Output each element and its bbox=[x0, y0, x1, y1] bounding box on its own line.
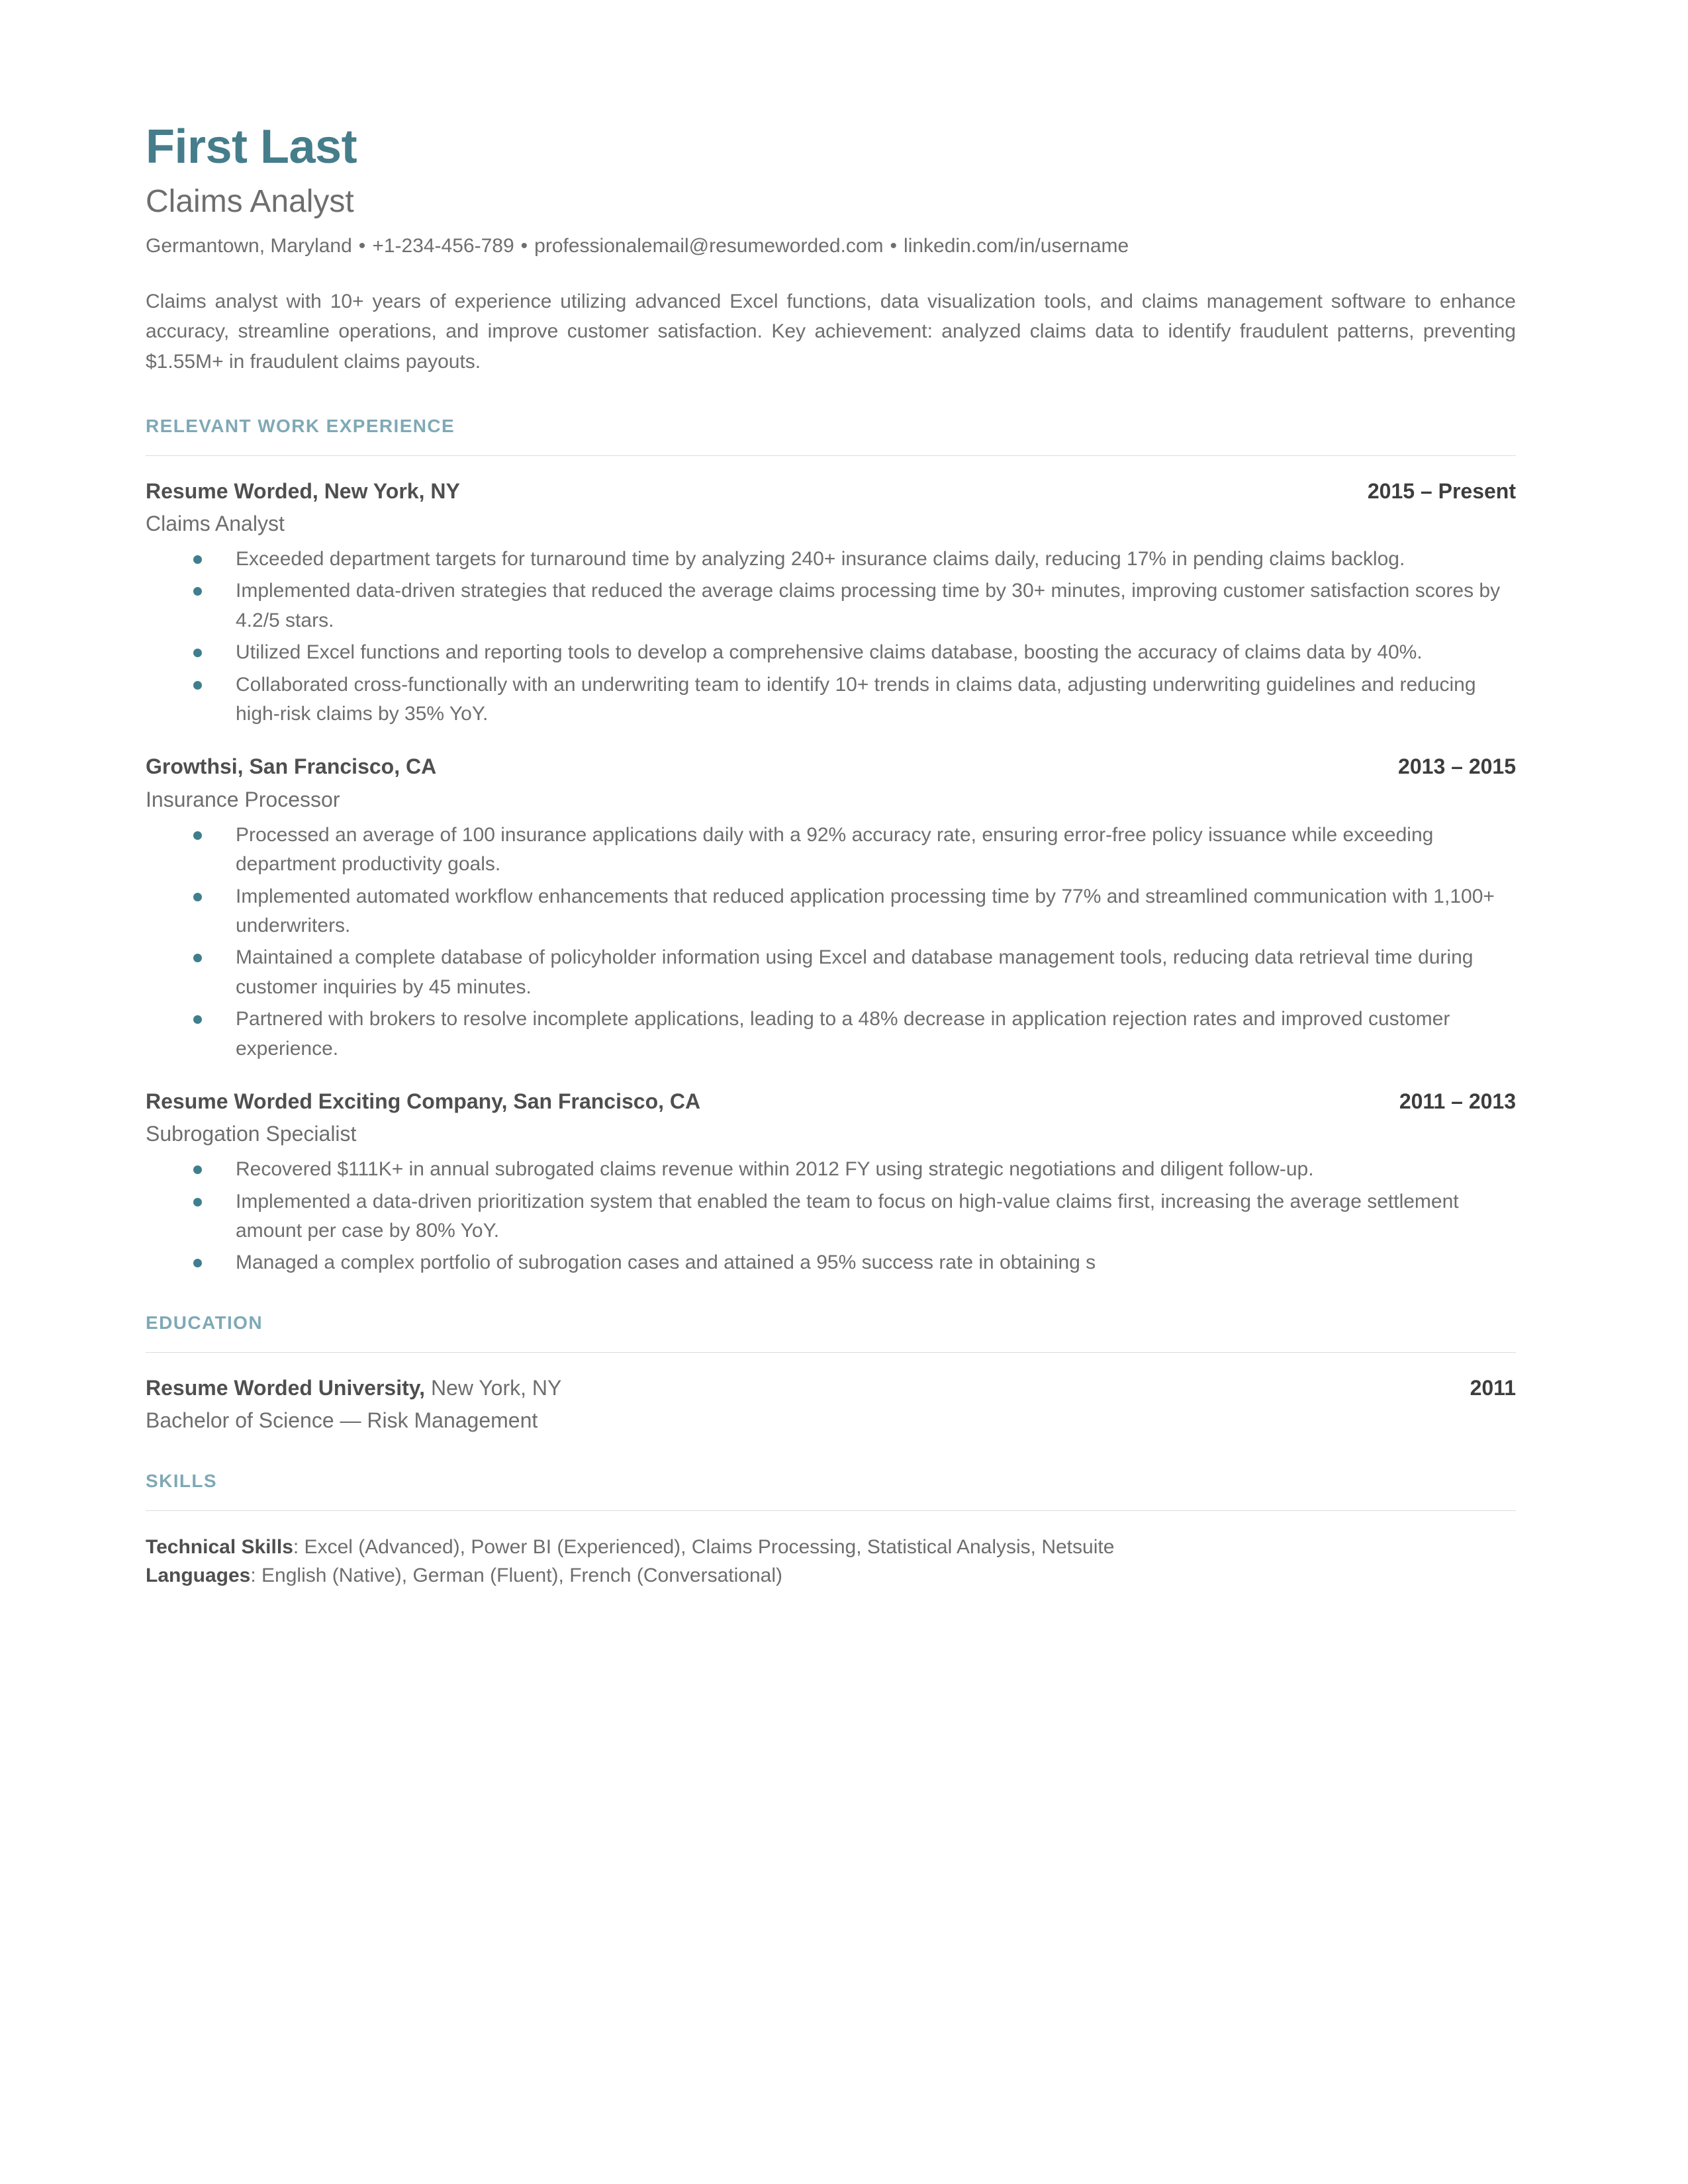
skills-languages-value: : English (Native), German (Fluent), French (Conversational) bbox=[250, 1564, 782, 1586]
bullet-text: Recovered $111K+ in annual subrogated claims revenue within 2012 FY using strategic negotiations and diligent follow-up. bbox=[236, 1158, 1314, 1181]
skills-technical-line bbox=[146, 1533, 1516, 1562]
experience-bullet bbox=[193, 1187, 1516, 1246]
contact-line bbox=[146, 234, 1516, 259]
experience-entry-header bbox=[146, 1089, 1516, 1114]
experience-entry bbox=[146, 1089, 1516, 1278]
experience-bullet-list bbox=[146, 1155, 1516, 1278]
bullet-dot-icon bbox=[193, 1259, 202, 1267]
section-divider-education bbox=[146, 1352, 1516, 1353]
section-heading-experience: RELEVANT WORK EXPERIENCE bbox=[146, 415, 455, 436]
contact-location: Germantown, Maryland bbox=[146, 235, 352, 257]
contact-separator-1: • bbox=[358, 235, 366, 257]
experience-bullet bbox=[193, 1248, 1516, 1277]
education-degree: Bachelor of Science — Risk Management bbox=[146, 1408, 538, 1433]
skills-technical-value: : Excel (Advanced), Power BI (Experienced), Claims Processing, Statistical Analysis, Netsuite bbox=[293, 1536, 1115, 1559]
experience-bullet bbox=[193, 1005, 1516, 1064]
bullet-dot-icon bbox=[193, 1015, 202, 1024]
experience-entry bbox=[146, 478, 1516, 729]
skills-languages-line bbox=[146, 1562, 1516, 1590]
experience-bullet bbox=[193, 576, 1516, 635]
education-school bbox=[146, 1375, 561, 1400]
candidate-name: First Last bbox=[146, 120, 357, 173]
bullet-dot-icon bbox=[193, 681, 202, 690]
bullet-text: Managed a complex portfolio of subrogation cases and attained a 95% success rate in obtaining s bbox=[236, 1251, 1096, 1274]
experience-role: Claims Analyst bbox=[146, 512, 285, 536]
experience-company: Growthsi, San Francisco, CA bbox=[146, 754, 437, 779]
bullet-text: Implemented a data-driven prioritization system that enabled the team to focus on high-value claims first, increasing the average settlement amount per case by 80% YoY. bbox=[236, 1190, 1459, 1242]
bullet-text: Processed an average of 100 insurance applications daily with a 92% accuracy rate, ensuring error-free policy issuance while exceeding department productivity goals. bbox=[236, 823, 1434, 876]
experience-entry-header bbox=[146, 478, 1516, 504]
bullet-dot-icon bbox=[193, 831, 202, 840]
bullet-dot-icon bbox=[193, 893, 202, 901]
experience-bullet bbox=[193, 1155, 1516, 1184]
skills-section bbox=[146, 1471, 1516, 1590]
bullet-dot-icon bbox=[193, 1165, 202, 1174]
bullet-text: Partnered with brokers to resolve incomplete applications, leading to a 48% decrease in application rejection rates and improved customer experience. bbox=[236, 1008, 1450, 1060]
education-section bbox=[146, 1312, 1516, 1433]
experience-company: Resume Worded, New York, NY bbox=[146, 478, 460, 503]
bullet-text: Exceeded department targets for turnaround time by analyzing 240+ insurance claims daily, reducing 17% in pending claims backlog. bbox=[236, 548, 1405, 570]
experience-role: Subrogation Specialist bbox=[146, 1122, 357, 1146]
bullet-dot-icon bbox=[193, 954, 202, 962]
contact-email[interactable]: professionalemail@resumeworded.com bbox=[534, 235, 884, 257]
bullet-dot-icon bbox=[193, 587, 202, 596]
experience-entry bbox=[146, 754, 1516, 1064]
education-year: 2011 bbox=[1470, 1375, 1516, 1400]
education-school-name: Resume Worded University, bbox=[146, 1375, 426, 1400]
contact-phone[interactable]: +1-234-456-789 bbox=[372, 235, 514, 257]
experience-company: Resume Worded Exciting Company, San Francisco, CA bbox=[146, 1089, 701, 1113]
skills-languages-label: Languages bbox=[146, 1564, 251, 1586]
bullet-text: Collaborated cross-functionally with an underwriting team to identify 10+ trends in claims data, adjusting underwriting guidelines and reducing high-risk claims by 35% YoY. bbox=[236, 673, 1476, 725]
experience-bullet bbox=[193, 943, 1516, 1002]
resume-header bbox=[146, 122, 1516, 259]
experience-bullet-list bbox=[146, 821, 1516, 1064]
bullet-dot-icon bbox=[193, 555, 202, 564]
bullet-text: Implemented automated workflow enhancements that reduced application processing time by 77% and streamlined communication with 1,100+ underwriters. bbox=[236, 885, 1495, 936]
education-entry bbox=[146, 1375, 1516, 1433]
education-entry-header bbox=[146, 1375, 1516, 1400]
experience-bullet bbox=[193, 670, 1516, 729]
experience-bullet bbox=[193, 545, 1516, 574]
contact-linkedin[interactable]: linkedin.com/in/username bbox=[904, 235, 1129, 257]
bullet-text: Maintained a complete database of policyholder information using Excel and database management tools, reducing data retrieval time during customer inquiries by 45 minutes. bbox=[236, 946, 1474, 998]
experience-bullet bbox=[193, 882, 1516, 941]
professional-summary: Claims analyst with 10+ years of experience utilizing advanced Excel functions, data visualization tools, and claims management software to enhance accuracy, streamline operations, and improve customer satisfaction. Key achievement: analyzed claims data to identify fraudulent patterns, preventing $1.55M+ in fraudulent claims payouts. bbox=[146, 290, 1516, 373]
section-divider-experience bbox=[146, 455, 1516, 456]
section-heading-skills: SKILLS bbox=[146, 1471, 217, 1492]
experience-entry-header bbox=[146, 754, 1516, 779]
bullet-text: Implemented data-driven strategies that reduced the average claims processing time by 30+ minutes, improving customer satisfaction scores by 4.2/5 stars. bbox=[236, 580, 1501, 631]
education-school-location: New York, NY bbox=[425, 1375, 562, 1400]
experience-dates: 2013 – 2015 bbox=[1398, 754, 1516, 779]
bullet-dot-icon bbox=[193, 649, 202, 657]
experience-bullet bbox=[193, 821, 1516, 880]
skills-technical-label: Technical Skills bbox=[146, 1536, 293, 1559]
contact-separator-3: • bbox=[890, 235, 898, 257]
experience-dates: 2015 – Present bbox=[1367, 478, 1516, 503]
contact-separator-2: • bbox=[520, 235, 528, 257]
bullet-text: Utilized Excel functions and reporting tools to develop a comprehensive claims database, boosting the accuracy of claims data by 40%. bbox=[236, 641, 1423, 664]
bullet-dot-icon bbox=[193, 1198, 202, 1206]
section-heading-education: EDUCATION bbox=[146, 1312, 263, 1333]
section-divider-skills bbox=[146, 1510, 1516, 1511]
candidate-job-title: Claims Analyst bbox=[146, 183, 354, 219]
experience-role: Insurance Processor bbox=[146, 787, 340, 811]
experience-bullet bbox=[193, 638, 1516, 667]
experience-dates: 2011 – 2013 bbox=[1399, 1089, 1516, 1113]
experience-bullet-list bbox=[146, 545, 1516, 729]
experience-section bbox=[146, 416, 1516, 1278]
